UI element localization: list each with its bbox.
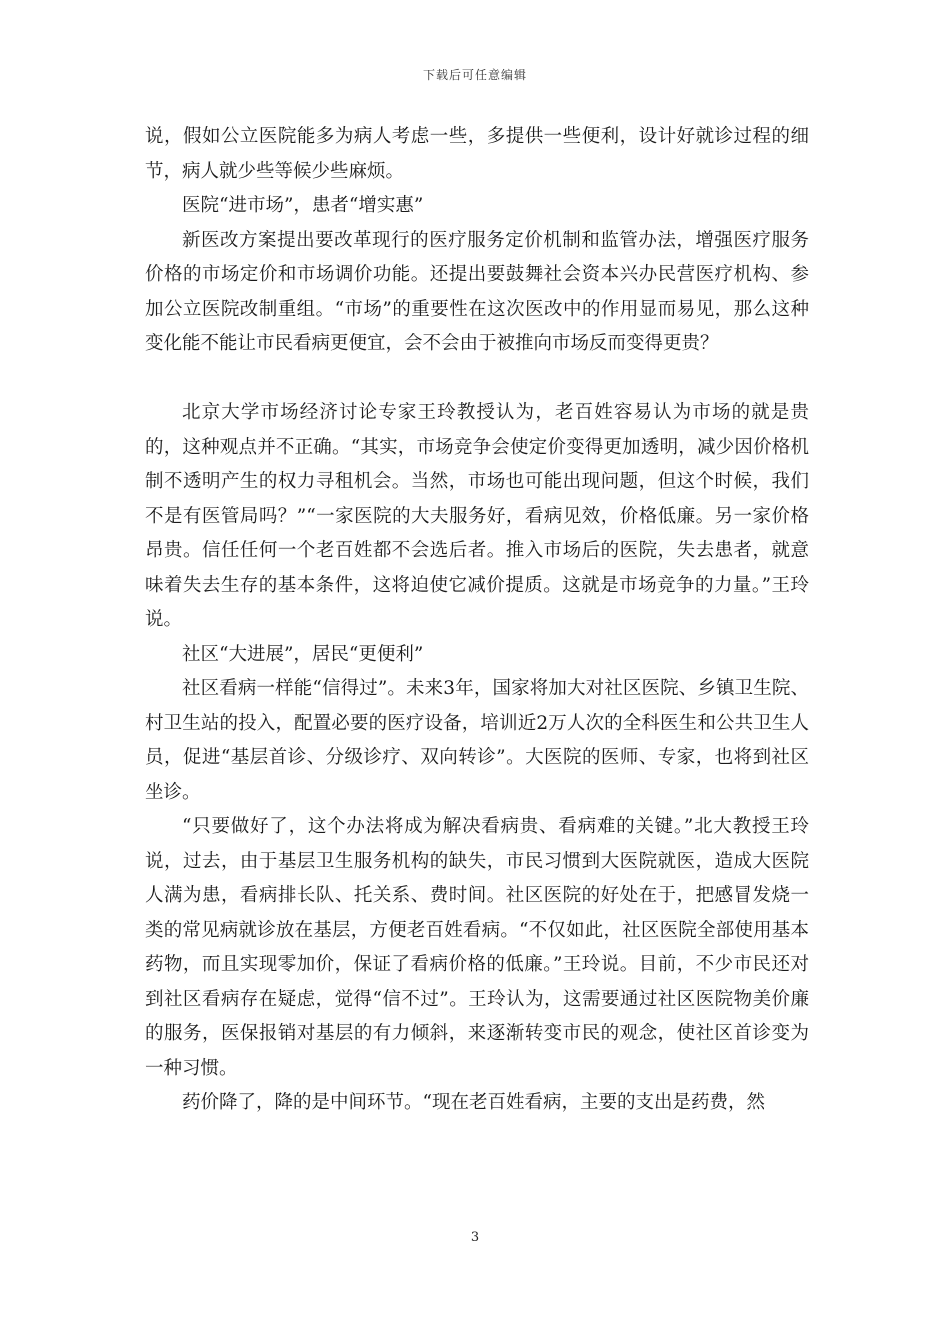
page-header-note: 下载后可任意编辑 bbox=[422, 68, 527, 82]
section-heading-community: 社区“大进展”，居民“更便利” bbox=[182, 643, 424, 665]
page-number: 3 bbox=[470, 1230, 480, 1245]
paragraph-expert-opinion: 北京大学市场经济讨论专家王玲教授认为，老百姓容易认为市场的就是贵的，这种观点并不正确。“其实，市场竞争会使定价变得更加透明，减少因价格机制不透明产生的权力寻租机会。当然，市场也可能出现问题，但这个时候，我们不是有医管局吗？”“一家医院的大夫服务好，看病见效，价格低廉。另一家价格昂贵。信任任何一个老百姓都不会选后者。推入市场后的医院，失去患者，就意味着失去生存的基本条件，这将迫使它减价提质。这就是市场竞争的力量。”王玲说。 bbox=[145, 402, 809, 630]
blank-line bbox=[145, 362, 809, 397]
paragraph-reform-plan: 新医改方案提出要改革现行的医疗服务定价机制和监管办法，增强医疗服务价格的市场定价和市场调价功能。还提出要鼓舞社会资本兴办民营医疗机构、参加公立医院改制重组。“市场”的重要性在这次医改中的作用显而易见，那么这种变化能不能让市民看病更便宜，会不会由于被推向市场反而变得更贵？ bbox=[145, 229, 809, 354]
paragraph-community-care: 社区看病一样能“信得过”。未来3年，国家将加大对社区医院、乡镇卫生院、村卫生站的投入，配置必要的医疗设备，培训近2万人次的全科医生和公共卫生人员，促进“基层首诊、分级诊疗、双向转诊”。大医院的医师、专家，也将到社区坐诊。 bbox=[145, 678, 809, 803]
paragraph-continuation: 说，假如公立医院能多为病人考虑一些，多提供一些便利，设计好就诊过程的细节，病人就少些等候少些麻烦。 bbox=[145, 126, 809, 182]
paragraph-professor-quote: “只要做好了，这个办法将成为解决看病贵、看病难的关键。”北大教授王玲说，过去，由于基层卫生服务机构的缺失，市民习惯到大医院就医，造成大医院人满为患，看病排长队、托关系、费时间。社区医院的好处在于，把感冒发烧一类的常见病就诊放在基层，方便老百姓看病。“不仅如此，社区医院全部使用基本药物，而且实现零加价，保证了看病价格的低廉。”王玲说。目前，不少市民还对到社区看病存在疑虑，觉得“信不过”。王玲认为，这需要通过社区医院物美价廉的服务，医保报销对基层的有力倾斜，来逐渐转变市民的观念，使社区首诊变为一种习惯。 bbox=[145, 816, 809, 1079]
paragraph-drug-prices: 药价降了，降的是中间环节。“现在老百姓看病，主要的支出是药费，然 bbox=[182, 1092, 765, 1113]
document-body bbox=[145, 120, 809, 1121]
section-heading-market: 医院“进市场”，患者“增实惠” bbox=[182, 195, 424, 216]
